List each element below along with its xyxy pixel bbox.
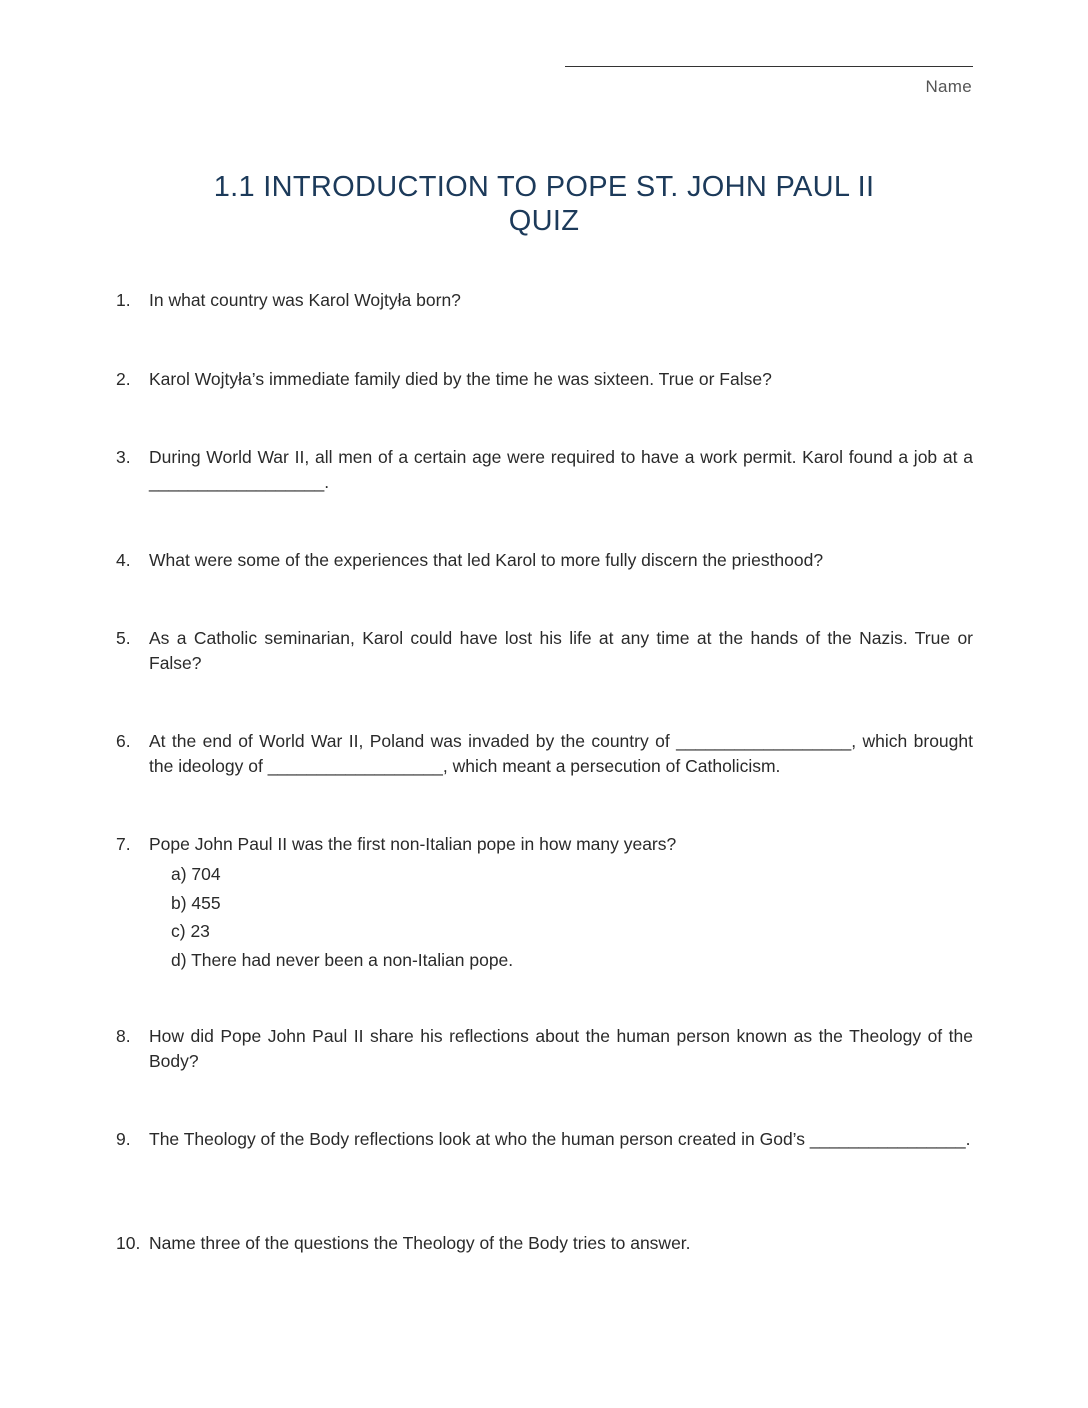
question-number: 7. xyxy=(116,834,131,854)
question-text: What were some of the experiences that led Karol to more fully discern the priesthood? xyxy=(149,550,824,570)
question-7 xyxy=(116,832,973,974)
option-d: d) There had never been a non-Italian pope. xyxy=(171,949,514,970)
title-line-2: QUIZ xyxy=(508,205,580,237)
question-number: 2. xyxy=(116,369,131,389)
question-4 xyxy=(116,548,973,573)
question-number: 1. xyxy=(116,290,131,310)
question-number: 5. xyxy=(116,628,131,648)
question-number: 6. xyxy=(116,731,131,751)
question-text: Karol Wojtyła’s immediate family died by the time he was sixteen. True or False? xyxy=(149,369,772,389)
question-5 xyxy=(116,626,973,676)
question-2 xyxy=(116,367,973,392)
question-text: Name three of the questions the Theology of the Body tries to answer. xyxy=(149,1233,691,1253)
question-number: 9. xyxy=(116,1129,131,1149)
question-number: 4. xyxy=(116,550,131,570)
option-c: c) 23 xyxy=(171,921,210,941)
answer-options xyxy=(171,860,973,974)
question-number: 10. xyxy=(116,1233,141,1253)
question-10 xyxy=(116,1231,973,1256)
question-3 xyxy=(116,445,973,495)
option-b: b) 455 xyxy=(171,892,221,913)
question-8 xyxy=(116,1024,973,1074)
question-6 xyxy=(116,729,973,779)
name-label: Name xyxy=(925,77,972,96)
question-text: At the end of World War II, Poland was invaded by the country of __________________, which brought the ideology of __________________, which meant a persecution of Catholicism. xyxy=(149,731,973,776)
question-number: 8. xyxy=(116,1026,131,1046)
name-line[interactable] xyxy=(565,66,973,67)
question-text: The Theology of the Body reflections look at who the human person created in God’s ________________. xyxy=(149,1129,971,1149)
question-1 xyxy=(116,288,973,313)
question-text: As a Catholic seminarian, Karol could have lost his life at any time at the hands of the Nazis. True or False? xyxy=(149,628,973,673)
page-title xyxy=(0,170,1088,238)
option-a: a) 704 xyxy=(171,864,221,884)
question-9 xyxy=(116,1127,973,1152)
question-number: 3. xyxy=(116,447,131,467)
question-text: In what country was Karol Wojtyła born? xyxy=(149,290,461,310)
question-text: How did Pope John Paul II share his reflections about the human person known as the Theology of the Body? xyxy=(149,1026,973,1071)
title-line-1: 1.1 INTRODUCTION TO POPE ST. JOHN PAUL II xyxy=(213,171,875,203)
question-text: Pope John Paul II was the first non-Italian pope in how many years? xyxy=(149,834,677,854)
question-text: During World War II, all men of a certain age were required to have a work permit. Karol found a job at a __________________. xyxy=(149,447,973,492)
